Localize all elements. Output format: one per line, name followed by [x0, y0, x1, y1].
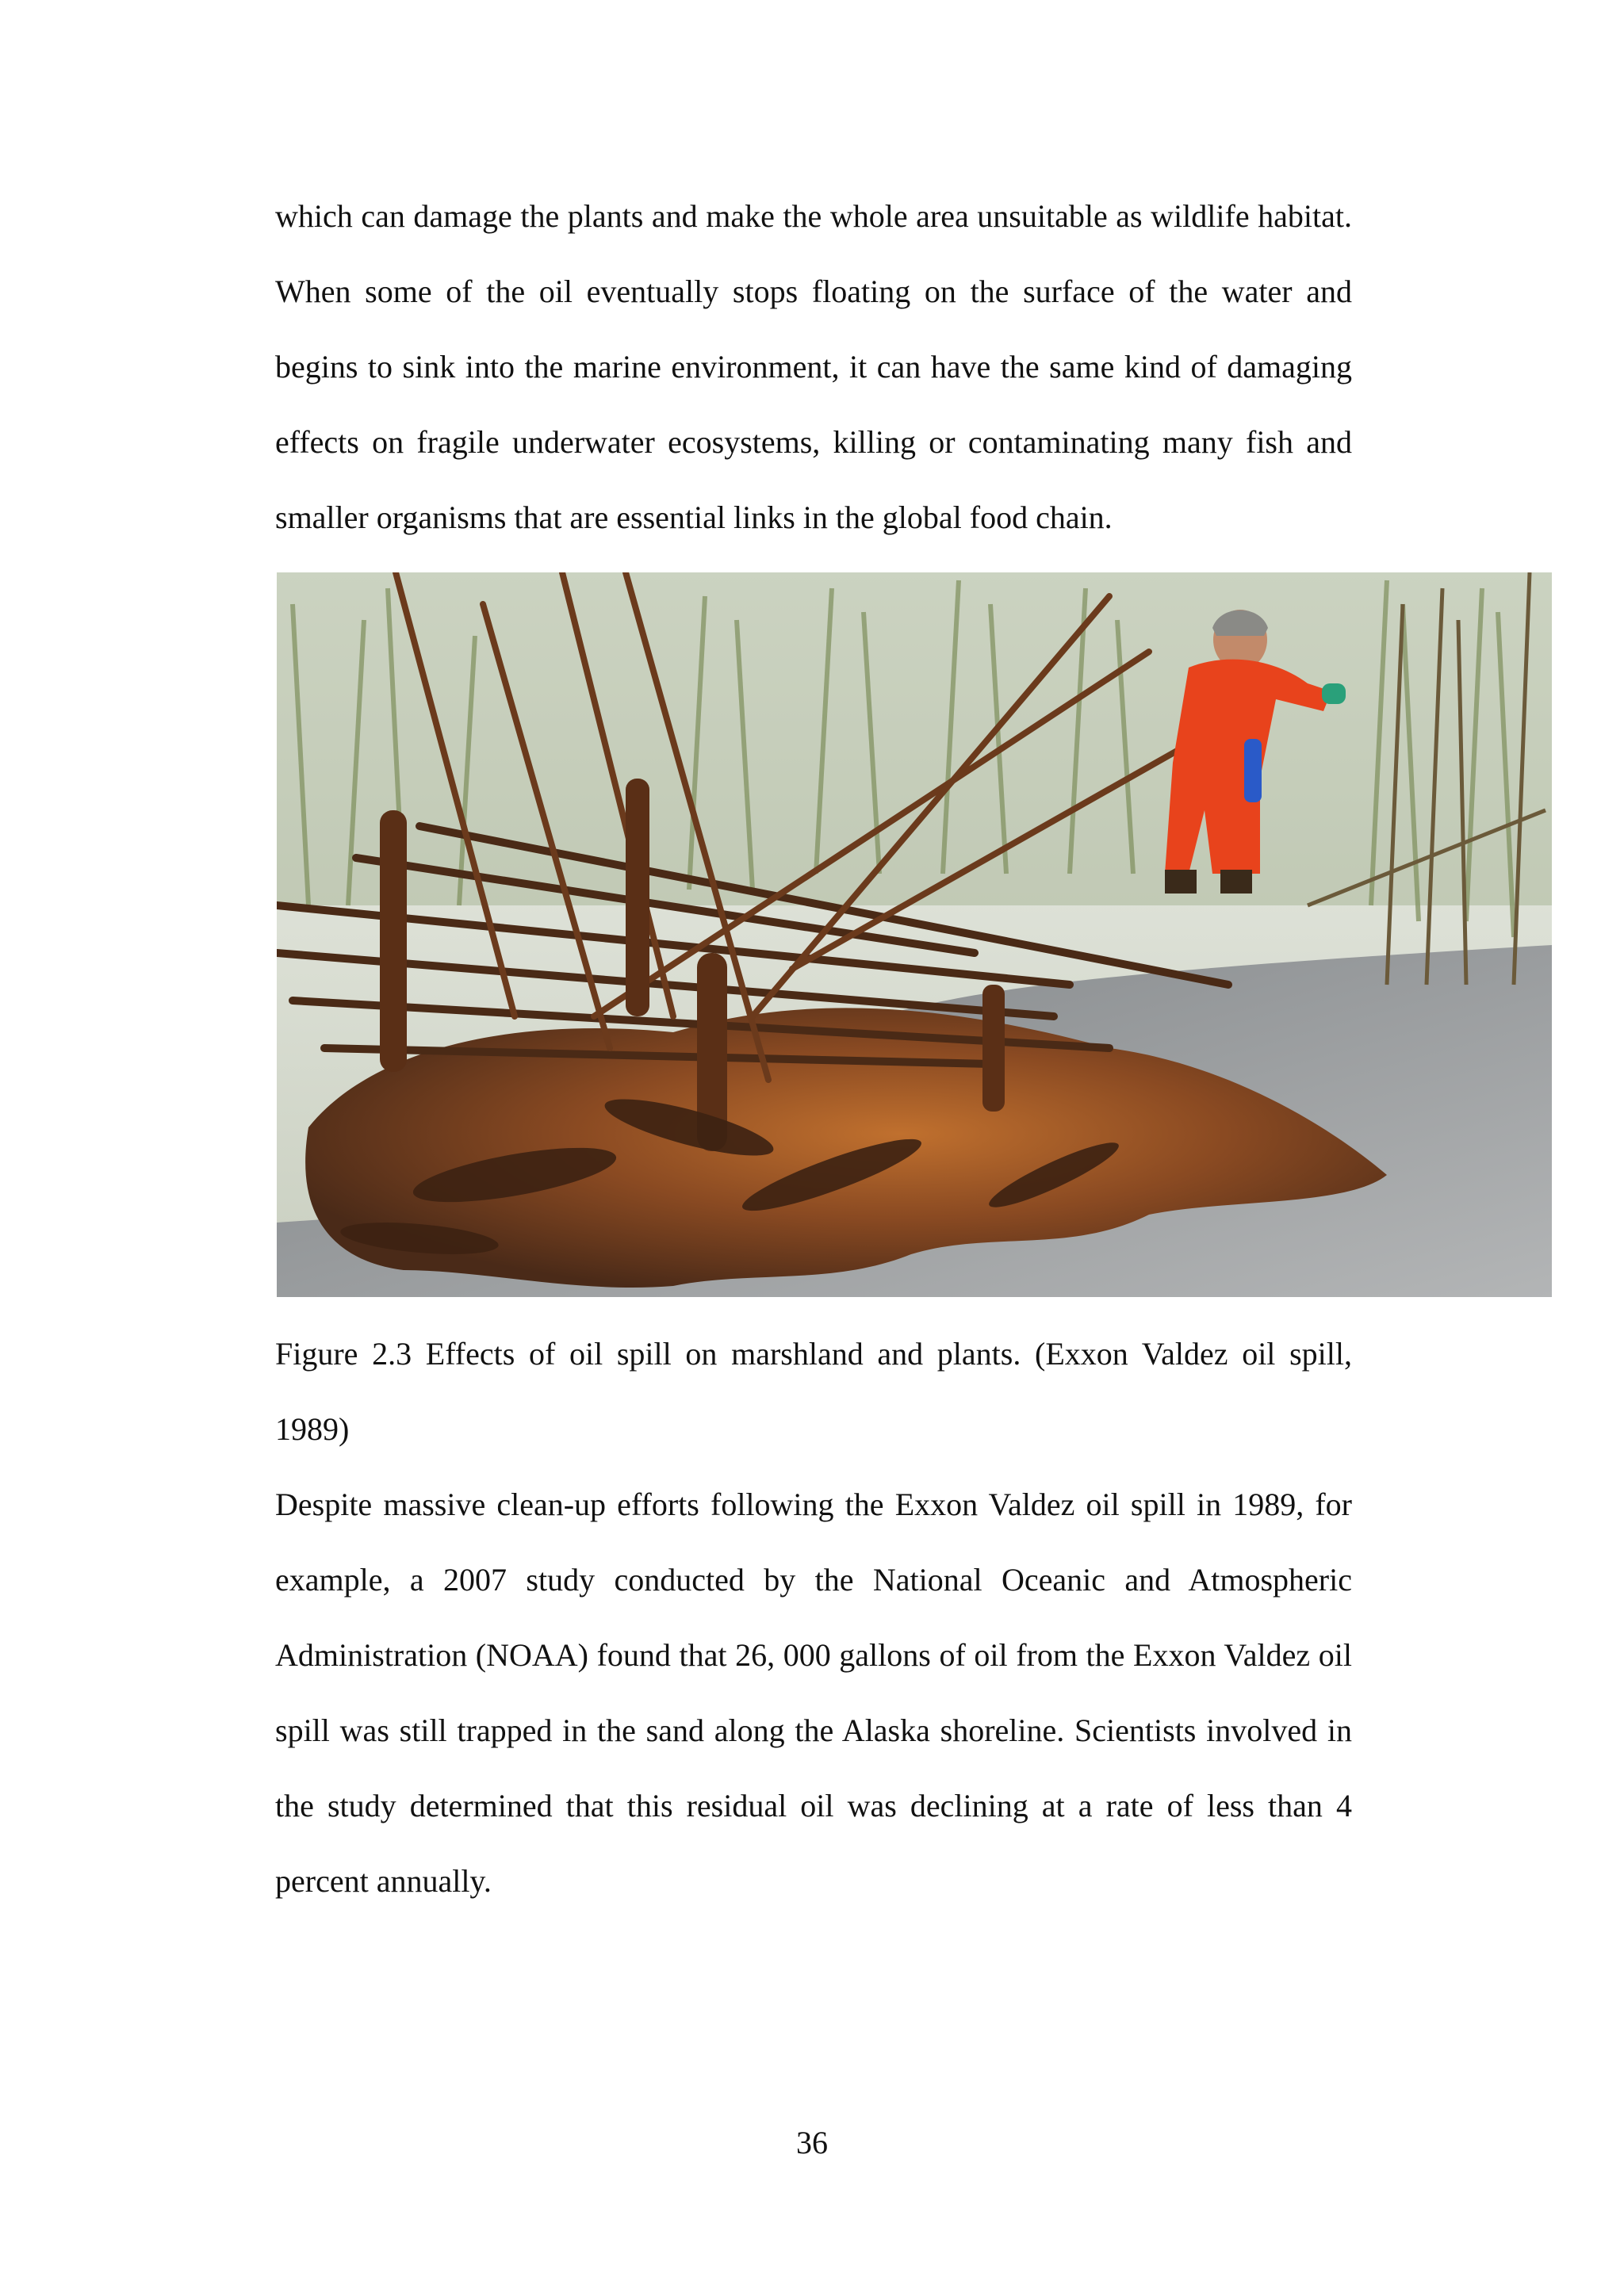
body-paragraph-1: which can damage the plants and make the whole area unsuitable as wildlife habitat. When some of the oil eventually stops floating on the surface of the water and begins to sink into the marine environment, it can have the same kind of damaging effects on fragile underwater ecosystems, killing or contaminating many fish and smaller organisms that are essential links in the global food chain.	[275, 198, 1352, 535]
body-paragraph-2: Despite massive clean-up efforts following the Exxon Valdez oil spill in 1989, for example, a 2007 study conducted by the National Oceanic and Atmospheric Administration (NOAA) found that 26, 000 gallons of oil from the Exxon Valdez oil spill was still trapped in the sand along the Alaska shoreline. Scientists involved in the study determined that this residual oil was declining at a rate of less than 4 percent annually.	[275, 1487, 1352, 1899]
oil-spill-marsh-photo	[277, 572, 1552, 1297]
page-number: 36	[796, 2125, 828, 2160]
photo-illustration	[277, 572, 1552, 1297]
figure-caption: Figure 2.3 Effects of oil spill on marshland and plants. (Exxon Valdez oil spill, 1989)	[275, 1336, 1352, 1447]
